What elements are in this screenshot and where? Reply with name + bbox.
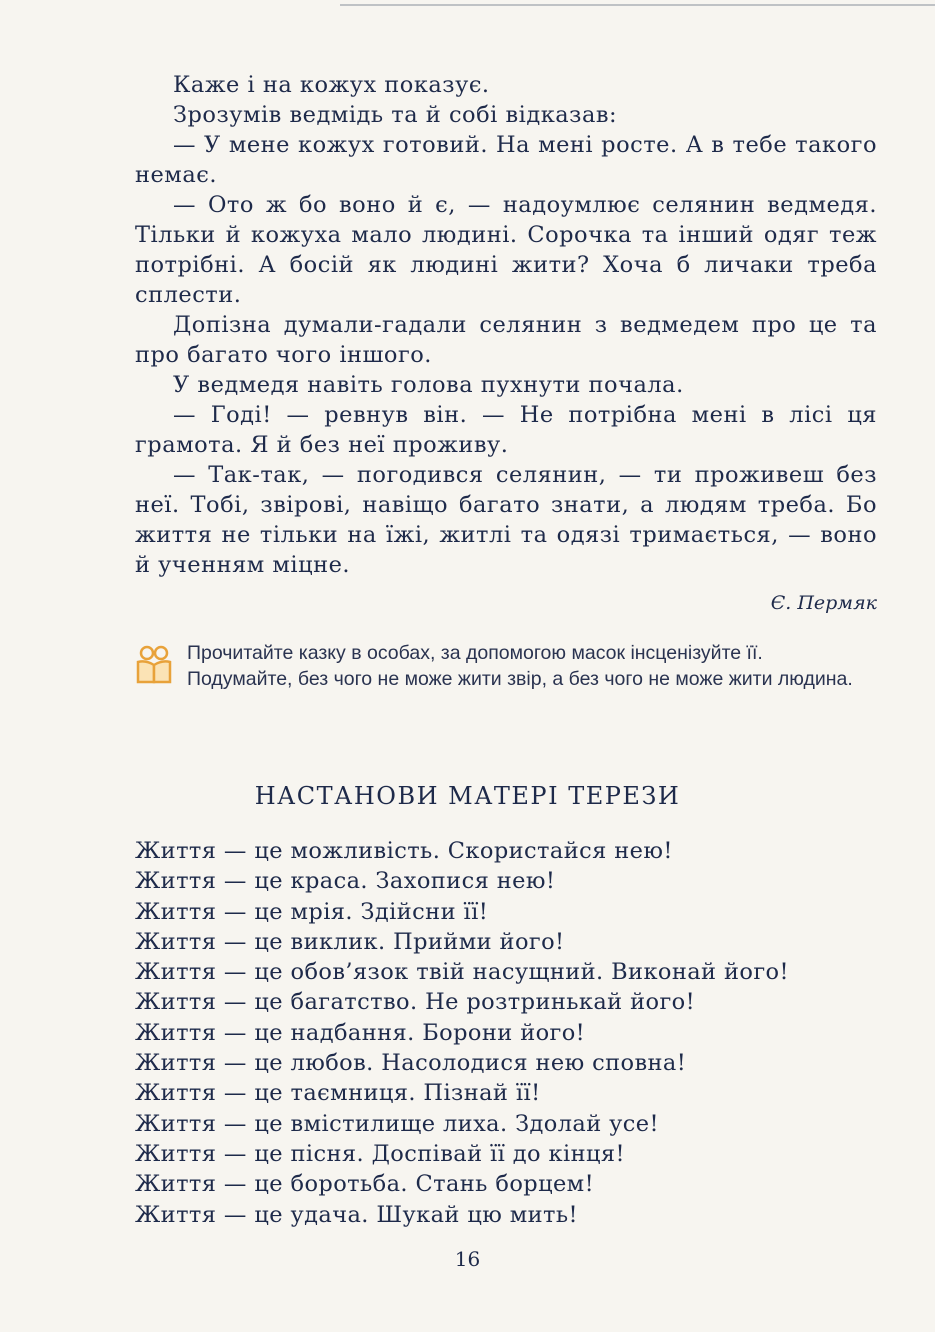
story-paragraph: Каже і на кожух показує. <box>173 72 490 98</box>
story-paragraph: Зрозумів ведмідь та й собі відказав: <box>173 102 618 128</box>
task-line: Подумайте, без чого не може жити звір, а без чого не може жити людина. <box>187 668 853 690</box>
poem-line: Життя — це обов’язок твій насущний. Виконай його! <box>135 959 789 986</box>
poem-line: Життя — це краса. Захопися нею! <box>135 868 556 895</box>
poem-line: Життя — це любов. Насолодися нею сповна! <box>135 1050 687 1077</box>
task-block <box>135 640 880 692</box>
story-paragraph: — Годі! — ревнув він. — Не потрібна мені в лісі ця грамота. Я й без неї проживу. <box>135 402 877 458</box>
poem-text <box>135 836 895 1230</box>
story-author: Є. Пермяк <box>770 592 877 614</box>
poem-line: Життя — це мрія. Здійсни її! <box>135 898 489 925</box>
top-edge-line <box>340 4 935 6</box>
story-paragraph: Допізна думали-гадали селянин з ведмедем про це та про багато чого іншого. <box>135 312 877 368</box>
story-paragraph: — У мене кожух готовий. На мені росте. А в тебе такого немає. <box>135 132 877 188</box>
poem-line: Життя — це надбання. Борони його! <box>135 1019 586 1046</box>
story-paragraph: — Ото ж бо воно й є, — надоумлює селянин ведмедя. Тільки й кожуха мало людині. Сорочка та інший одяг теж потрібні. А босій як людині жити? Хоча б личаки треба сплести. <box>135 192 877 308</box>
poem-line: Життя — це вмістилище лиха. Здолай усе! <box>135 1110 659 1137</box>
task-line: Прочитайте казку в особах, за допомогою масок інсценізуйте її. <box>187 642 763 664</box>
poem-line: Життя — це таємниця. Пізнай її! <box>135 1080 541 1107</box>
poem-line: Життя — це боротьба. Стань борцем! <box>135 1171 595 1198</box>
poem-line: Життя — це виклик. Прийми його! <box>135 928 565 955</box>
poem-title: НАСТАНОВИ МАТЕРІ ТЕРЕЗИ <box>254 782 681 810</box>
poem-line: Життя — це багатство. Не розтринькай його! <box>135 989 696 1016</box>
open-book-icon <box>135 644 177 686</box>
page-number: 16 <box>454 1247 481 1271</box>
poem-line: Життя — це пісня. Доспівай її до кінця! <box>135 1140 625 1167</box>
story-paragraph: У ведмедя навіть голова пухнути почала. <box>173 372 684 398</box>
poem-line: Життя — це удача. Шукай цю мить! <box>135 1201 578 1228</box>
poem-line: Життя — це можливість. Скористайся нею! <box>135 838 673 864</box>
story-text <box>135 70 877 580</box>
story-paragraph: — Так-так, — погодився селянин, — ти проживеш без неї. Тобі, звірові, навіщо багато знати, а людям треба. Бо життя не тільки на їжі, житлі та одязі тримається, — воно й ученням міцне. <box>135 462 877 578</box>
